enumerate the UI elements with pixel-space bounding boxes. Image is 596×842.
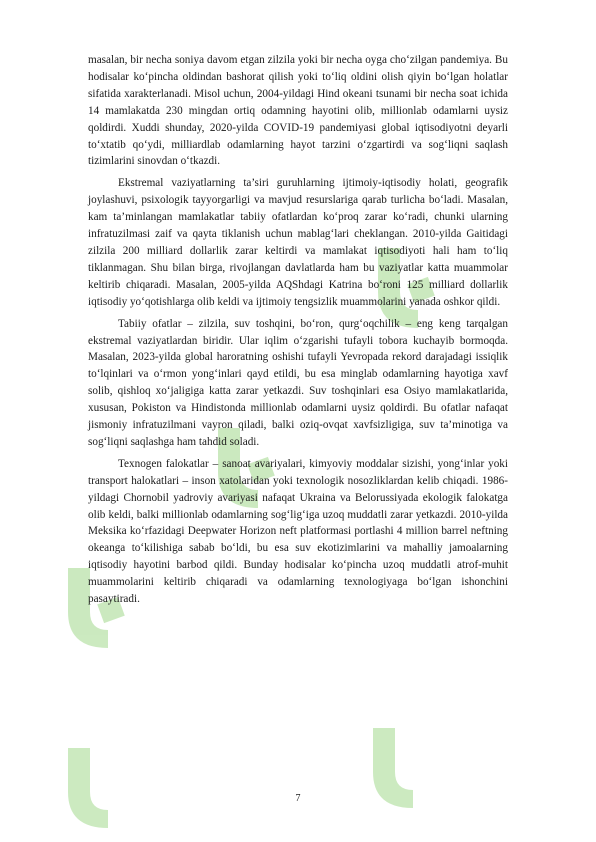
body-text (88, 52, 508, 613)
paragraph-4: Texnogen falokatlar – sanoat avariyalari, kimyoviy moddalar sizishi, yong‘inlar yoki transport halokatlari – inson xatolaridan yoki texnologik nosozliklardan kelib chiqadi. 1986-yildagi Chornobil yadroviy avariyasi nafaqat Ukraina va Belorussiyada ekologik falokatga olib keldi, balki millionlab odamlarning sog‘lig‘iga uzoq muddatli zarar yetkazdi. 2010-yilda Meksika ko‘rfazidagi Deepwater Horizon neft platformasi portlashi 4 million barrel neftning okeanga to‘kilishiga sabab bo‘ldi, bu esa suv ekotizimlarini va mahalliy jamoalarning iqtisodiy hayotini barbod qildi. Bunday hodisalar ko‘pincha uzoq muddatli atrof-muhit muammolarini keltirib chiqaradi va odamlarning texnologiyaga bo‘lgan ishonchini pasaytiradi. (88, 457, 508, 606)
page-number: 7 (295, 793, 301, 804)
paragraph-2: Ekstremal vaziyatlarning ta’siri guruhlarning ijtimoiy-iqtisodiy holati, geografik joylashuvi, psixologik tayyorgarligi va mavjud resurslariga qarab turlicha bo‘ladi. Masalan, kam ta’minlangan mamlakatlar tabiiy ofatlardan ko‘proq zarar ko‘radi, chunki ularning infratuzilmasi zaif va qayta tiklanish uchun mablag‘lari cheklangan. 2010-yilda Gaitidagi zilzila 200 milliard dollarlik zarar keltirdi va mamlakat iqtisodiyoti hali ham to‘liq tiklanmagan. Shu bilan birga, rivojlangan davlatlarda ham bu vaziyatlar katta muammolar keltirib chiqaradi. Masalan, 2005-yilda AQShdagi Katrina bo‘roni 125 milliard dollarlik iqtisodiy yo‘qotishlarga olib keldi va ijtimoiy tengsizlik muammolarini yanada oshkor qildi. (88, 177, 508, 308)
watermark-logo-icon (60, 740, 130, 830)
paragraph-1: masalan, bir necha soniya davom etgan zilzila yoki bir necha oyga cho‘zilgan pandemiya. Bu hodisalar ko‘pincha oldindan bashorat qilish yoki to‘liq oldini olish qiyin bo‘lgan holatlar sifatida xarakterlanadi. Misol uchun, 2004-yildagi Hind okeani tsunami bir necha soat ichida 14 mamlakatda 230 mingdan ortiq odamning hayotini olib, millionlab odamlarni uysiz qoldirdi. Xuddi shunday, 2020-yilda COVID-19 pandemiyasi global iqtisodiyotni deyarli to‘xtatib qo‘ydi, milliardlab odamlarning hayot tarzini o‘zgartirdi va sog‘liqni saqlash tizimlarini sinovdan o‘tkazdi. (88, 54, 508, 168)
paragraph-3: Tabiiy ofatlar – zilzila, suv toshqini, bo‘ron, qurg‘oqchilik – eng keng tarqalgan ekstremal vaziyatlardan biridir. Ular iqlim o‘zgarishi tufayli tobora kuchayib bormoqda. Masalan, 2023-yilda global haroratning oshishi tufayli Yevropada rekord darajadagi issiqlik to‘lqinlari va o‘rmon yong‘inlari qayd etildi, bu esa minglab odamlarning hayotiga xavf solib, qishloq xo‘jaligiga katta zarar yetkazdi. Suv toshqinlari esa Osiyo mamlakatlarida, xususan, Pokiston va Hindistonda millionlab odamlarni uysiz qoldirdi. Bu ofatlar nafaqat jismoniy infratuzilmani vayron qiladi, balki oziq-ovqat xavfsizligiga, suv ta’minotiga va sog‘liqni saqlashga ham tahdid soladi. (88, 317, 508, 448)
